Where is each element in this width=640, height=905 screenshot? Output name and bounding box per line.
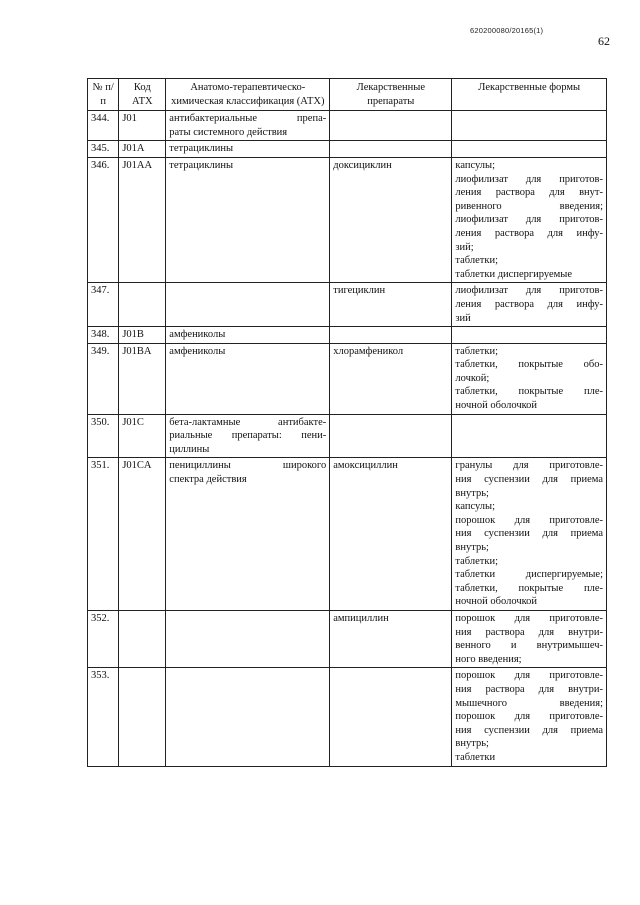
classification-line: риальные препараты: пени- (169, 430, 327, 442)
dosage-forms-cell (452, 327, 607, 344)
atx-code-cell: J01CA (119, 458, 166, 611)
dosage-form-line: таблетки, покрытые пле- (455, 386, 603, 398)
column-header-atx-code: Код АТХ (119, 79, 166, 111)
dosage-forms-cell (452, 111, 607, 141)
dosage-form-line: таблетки, покрытые пле- (455, 582, 603, 594)
document-code: 620200080/20165(1) (470, 26, 544, 35)
dosage-form-line: ного введения; (455, 653, 522, 665)
atx-code-cell (119, 283, 166, 327)
drug-cell: тигециклин (330, 283, 452, 327)
dosage-form-line: таблетки; (455, 255, 498, 267)
dosage-form-line: внутрь; (455, 738, 489, 750)
table-row (88, 668, 607, 766)
dosage-form-line: капсулы; (455, 501, 496, 513)
row-number-cell: 353. (88, 668, 119, 766)
classification-cell (166, 283, 330, 327)
dosage-form-line: порошок для приготовле- (455, 670, 603, 682)
dosage-form-line: таблетки диспергируемые (455, 268, 573, 280)
classification-cell (166, 414, 330, 458)
dosage-form-line: ления раствора для инфу- (455, 227, 603, 239)
drug-cell: доксициклин (330, 157, 452, 282)
table-row (88, 141, 607, 158)
dosage-form-line: лиофилизат для приготов- (455, 285, 603, 297)
drug-cell (330, 111, 452, 141)
atx-code-cell (119, 610, 166, 667)
drug-cell: ампициллин (330, 610, 452, 667)
classification-cell (166, 668, 330, 766)
classification-cell (166, 343, 330, 414)
dosage-form-line: порошок для приготовле- (455, 612, 603, 624)
classification-line: антибактериальные препа- (169, 113, 327, 125)
dosage-form-line: таблетки (455, 751, 496, 763)
dosage-form-line: порошок для приготовле- (455, 711, 603, 723)
dosage-form-line: ночной оболочкой (455, 400, 538, 412)
row-number-cell: 345. (88, 141, 119, 158)
table-body (88, 111, 607, 766)
table-row (88, 327, 607, 344)
atx-code-cell: J01 (119, 111, 166, 141)
classification-cell (166, 157, 330, 282)
classification-line: раты системного действия (169, 126, 288, 138)
dosage-form-line: лочкой; (455, 372, 490, 384)
classification-line: амфениколы (169, 329, 226, 341)
row-number-cell: 349. (88, 343, 119, 414)
row-number-cell: 350. (88, 414, 119, 458)
atx-code-cell: J01A (119, 141, 166, 158)
page-number: 62 (598, 34, 610, 48)
dosage-form-line: гранулы для приготовле- (455, 460, 603, 472)
classification-line: спектра действия (169, 474, 247, 486)
row-number-cell: 344. (88, 111, 119, 141)
table-row (88, 610, 607, 667)
classification-cell (166, 141, 330, 158)
dosage-form-line: ривенного введения; (455, 200, 603, 212)
classification-cell (166, 111, 330, 141)
table-row (88, 458, 607, 611)
dosage-form-line: ния суспензии для приема (455, 724, 603, 736)
dosage-form-line: лиофилизат для приготов- (455, 173, 603, 185)
dosage-form-line: внутрь; (455, 487, 489, 499)
drug-cell (330, 327, 452, 344)
atx-code-cell: J01BA (119, 343, 166, 414)
dosage-form-line: внутрь; (455, 542, 489, 553)
row-number-cell: 348. (88, 327, 119, 344)
row-number-cell: 352. (88, 610, 119, 667)
atx-code-cell: J01C (119, 414, 166, 458)
dosage-form-line: таблетки, покрытые обо- (455, 359, 603, 371)
classification-line: тетрациклины (169, 143, 234, 155)
row-number-cell: 347. (88, 283, 119, 327)
table-row (88, 111, 607, 141)
classification-line: пенициллины широкого (169, 460, 327, 472)
classification-line: амфениколы (169, 345, 226, 357)
drug-cell (330, 141, 452, 158)
dosage-form-line: таблетки диспергируемые; (455, 569, 603, 581)
dosage-forms-cell (452, 141, 607, 158)
column-header-dosage-forms: Лекарственные формы (452, 79, 607, 111)
dosage-form-line: мышечного введения; (455, 697, 603, 709)
dosage-form-line: ления раствора для инфу- (455, 298, 603, 310)
dosage-form-line: таблетки; (455, 345, 498, 357)
row-number-cell: 351. (88, 458, 119, 611)
dosage-form-line: ния раствора для внутри- (455, 683, 603, 695)
classification-line: циллины (169, 443, 210, 455)
classification-cell (166, 610, 330, 667)
classification-line: тетрациклины (169, 159, 234, 171)
drug-cell: амоксициллин (330, 458, 452, 611)
dosage-forms-cell (452, 458, 607, 611)
dosage-form-line: лиофилизат для приготов- (455, 214, 603, 226)
dosage-forms-cell (452, 414, 607, 458)
column-header-drugs: Лекарственные препараты (330, 79, 452, 111)
classification-cell (166, 327, 330, 344)
table-row (88, 343, 607, 414)
table-row (88, 414, 607, 458)
dosage-form-line: венного и внутримышеч- (455, 640, 603, 652)
dosage-form-line: таблетки; (455, 555, 498, 567)
atx-code-cell: J01AA (119, 157, 166, 282)
dosage-form-line: ния суспензии для приема (455, 474, 603, 486)
dosage-form-line: ночной оболочкой (455, 596, 538, 608)
table-header-row (88, 79, 607, 111)
column-header-number: № п/п (88, 79, 119, 111)
classification-cell (166, 458, 330, 611)
dosage-forms-cell (452, 610, 607, 667)
dosage-form-line: порошок для приготовле- (455, 514, 603, 526)
atx-code-cell: J01B (119, 327, 166, 344)
column-header-classification: Анатомо-терапевтическо-химическая классификация (АТХ) (166, 79, 330, 111)
dosage-form-line: зий; (455, 241, 474, 253)
dosage-forms-cell (452, 343, 607, 414)
table-row (88, 283, 607, 327)
dosage-form-line: ния раствора для внутри- (455, 626, 603, 638)
dosage-form-line: капсулы; (455, 159, 496, 171)
row-number-cell: 346. (88, 157, 119, 282)
classification-line: бета-лактамные антибакте- (169, 416, 327, 428)
atx-code-cell (119, 668, 166, 766)
dosage-forms-cell (452, 668, 607, 766)
dosage-forms-cell (452, 283, 607, 327)
drug-cell: хлорамфеникол (330, 343, 452, 414)
dosage-form-line: ления раствора для внут- (455, 187, 603, 199)
dosage-forms-cell (452, 157, 607, 282)
dosage-form-line: зий (455, 312, 471, 324)
drug-cell (330, 414, 452, 458)
drug-cell (330, 668, 452, 766)
table-row (88, 157, 607, 282)
dosage-form-line: ния суспензии для приема (455, 528, 603, 540)
atx-table (87, 78, 607, 767)
